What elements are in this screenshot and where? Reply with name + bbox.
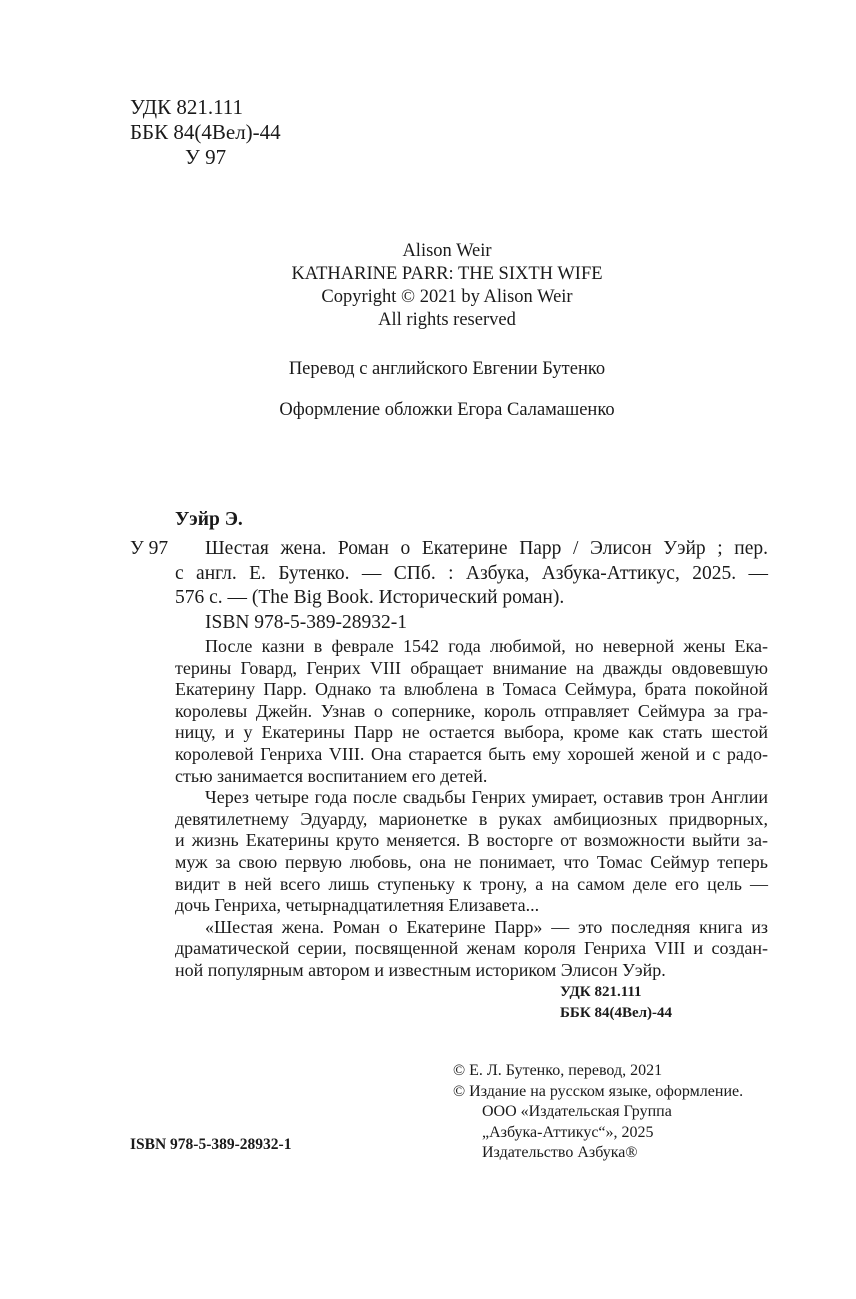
- catalog-description: [175, 537, 768, 635]
- annotation-line: стью занимается воспитанием его детей.: [175, 765, 488, 786]
- annotation-line: ницу, и у Екатерины Парр не остается выбора, кроме как стать шестой: [175, 722, 768, 743]
- catalog-line: Шестая жена. Роман о Екатерине Парр / Элисон Уэйр ; пер.: [205, 538, 768, 559]
- footer-codes: [560, 982, 730, 1024]
- original-credits: [130, 240, 764, 332]
- bbk-code: ББК 84(4Вел)-44: [130, 120, 281, 144]
- catalog-author: Уэйр Э.: [175, 509, 243, 530]
- copyright-line: © Е. Л. Бутенко, перевод, 2021: [453, 1062, 663, 1079]
- annotation: [175, 636, 768, 982]
- udk-code: УДК 821.111: [130, 95, 244, 119]
- annotation-line: После казни в феврале 1542 года любимой, но неверной жены Ека-: [205, 636, 768, 656]
- catalog-line: 576 с. — (The Big Book. Исторический роман).: [175, 587, 565, 608]
- annotation-line: видит в ней всего лишь ступеньку к трону, а на самом деле его цель —: [175, 873, 768, 894]
- annotation-line: «Шестая жена. Роман о Екатерине Парр» — это последняя книга из: [205, 916, 768, 937]
- original-rights: All rights reserved: [378, 310, 516, 330]
- annotation-line: девятилетнему Эдуарду, марионетке в руках амбициозных придворных,: [175, 808, 768, 829]
- footer-bbk: ББК 84(4Вел)-44: [560, 1005, 673, 1021]
- bottom-isbn: ISBN 978-5-389-28932-1: [130, 1136, 292, 1153]
- annotation-line: ной популярным автором и известным историком Элисон Уэйр.: [175, 959, 666, 980]
- catalog-isbn: ISBN 978-5-389-28932-1: [205, 611, 408, 633]
- cover-credit: Оформление обложки Егора Саламашенко: [279, 400, 615, 420]
- annotation-line: Екатерину Парр. Однако та влюблена в Томаса Сеймура, брата покойной: [175, 679, 768, 700]
- annotation-line: королевой Генриха VIII. Она старается быть ему хорошей женой и с радо-: [175, 743, 768, 764]
- copyright-line: „Азбука-Аттикус“», 2025: [482, 1123, 654, 1141]
- footer-udk: УДК 821.111: [560, 984, 642, 1000]
- copyright-line: © Издание на русском языке, оформление.: [453, 1082, 744, 1100]
- catalog-line: с англ. Е. Бутенко. — СПб. : Азбука, Азбука-Аттикус, 2025. —: [175, 562, 768, 584]
- annotation-line: дочь Генриха, четырнадцатилетняя Елизавета...: [175, 895, 540, 916]
- annotation-line: королевы Джейн. Узнав о сопернике, король отправляет Сеймура за гра-: [175, 700, 768, 721]
- original-author: Alison Weir: [402, 241, 492, 261]
- annotation-line: терины Говард, Генрих VIII обращает внимание на дважды овдовевшую: [175, 657, 768, 678]
- annotation-line: и жизнь Екатерины круто меняется. В восторге от возможности выйти за-: [175, 830, 768, 851]
- author-mark: У 97: [185, 145, 227, 169]
- original-copyright: Copyright © 2021 by Alison Weir: [321, 287, 573, 307]
- copyright-block: [453, 1061, 743, 1164]
- copyright-line: Издательство Азбука®: [482, 1144, 638, 1161]
- annotation-line: муж за свою первую любовь, она не понимает, что Томас Сеймур теперь: [175, 851, 768, 872]
- annotation-line: Через четыре года после свадьбы Генрих умирает, оставив трон Англии: [205, 787, 768, 808]
- translator-credit: Перевод с английского Евгении Бутенко: [288, 359, 606, 379]
- original-title: KATHARINE PARR: THE SIXTH WIFE: [291, 264, 603, 284]
- catalog-code: У 97: [130, 538, 169, 559]
- copyright-line: ООО «Издательская Группа: [482, 1103, 672, 1120]
- annotation-line: драматической серии, посвященной женам короля Генриха VIII и создан-: [175, 938, 768, 959]
